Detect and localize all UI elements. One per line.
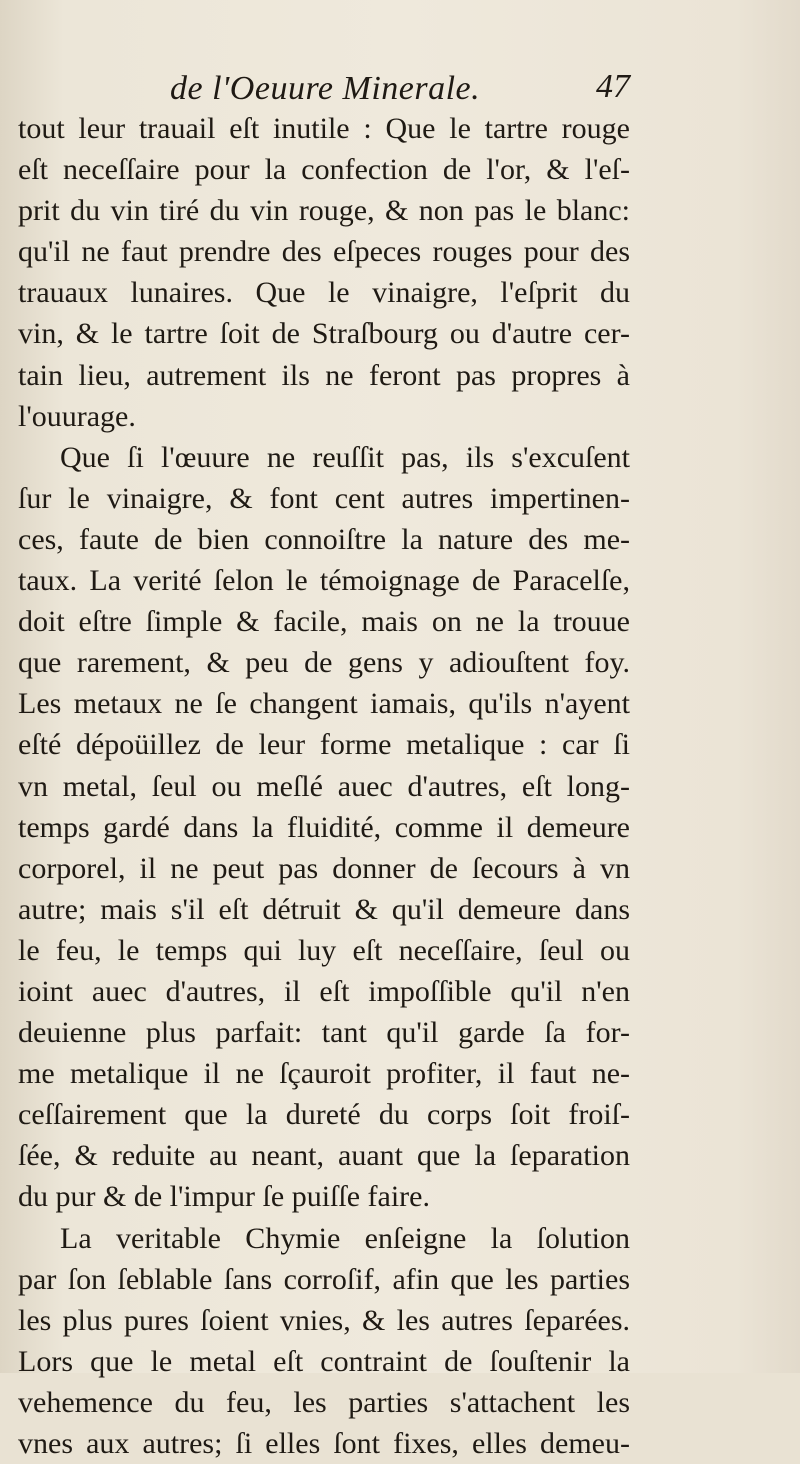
text-line: me metalique il ne ſçauroit profiter, il faut ne- <box>18 1057 630 1091</box>
text-line: deuienne plus parfait: tant qu'il garde ſa for- <box>18 1016 630 1050</box>
text-line: ſée, & reduite au neant, auant que la ſeparation <box>18 1139 630 1173</box>
text-line: taux. La verité ſelon le témoignage de Paracelſe, <box>18 564 630 598</box>
text-line: eſt neceſſaire pour la confection de l'or, & l'eſ- <box>18 153 630 187</box>
text-line: que rarement, & peu de gens y adiouſtent foy. <box>18 646 630 680</box>
page-number: 47 <box>596 68 630 105</box>
text-line: le feu, le temps qui luy eſt neceſſaire, ſeul ou <box>18 933 630 967</box>
page-header <box>160 62 630 112</box>
paragraph-start-line: Que ſi l'œuure ne reuſſit pas, ils s'excuſent <box>60 440 630 474</box>
text-line: l'ouurage. <box>18 399 136 433</box>
text-line: doit eſtre ſimple & facile, mais on ne la trouue <box>18 605 630 639</box>
text-line: vehemence du feu, les parties s'attachent les <box>18 1385 630 1419</box>
text-line: Les metaux ne ſe changent iamais, qu'ils n'ayent <box>18 687 630 721</box>
text-line: Lors que le metal eſt contraint de ſouſtenir la <box>18 1344 630 1378</box>
text-line: prit du vin tiré du vin rouge, & non pas le blanc: <box>18 194 630 228</box>
text-line: les plus pures ſoient vnies, & les autres ſeparées. <box>18 1303 630 1337</box>
text-line: par ſon ſeblable ſans corroſif, afin que les parties <box>18 1262 630 1296</box>
text-line: temps gardé dans la fluidité, comme il demeure <box>18 810 630 844</box>
text-line: corporel, il ne peut pas donner de ſecours à vn <box>18 851 630 885</box>
text-line: du pur & de l'impur ſe puiſſe faire. <box>18 1180 430 1214</box>
body-text <box>18 108 630 1464</box>
text-line: vn metal, ſeul ou meſlé auec d'autres, eſt long- <box>18 769 630 803</box>
text-line: ces, faute de bien connoiſtre la nature des me- <box>18 522 630 556</box>
running-title: de l'Oeuure Minerale. <box>170 70 481 107</box>
paragraph-start-line: La veritable Chymie enſeigne la ſolution <box>60 1221 630 1255</box>
text-line: ioint auec d'autres, il eſt impoſſible qu'il n'en <box>18 974 630 1008</box>
text-line: tain lieu, autrement ils ne feront pas propres à <box>18 358 630 392</box>
text-line: vin, & le tartre ſoit de Straſbourg ou d'autre cer- <box>18 317 630 351</box>
text-line: autre; mais s'il eſt détruit & qu'il demeure dans <box>18 892 630 926</box>
text-line: ceſſairement que la dureté du corps ſoit froiſ- <box>18 1098 630 1132</box>
text-line: qu'il ne faut prendre des eſpeces rouges pour des <box>18 235 630 269</box>
text-line: trauaux lunaires. Que le vinaigre, l'eſprit du <box>18 276 630 310</box>
text-line: tout leur trauail eſt inutile : Que le tartre rouge <box>18 112 630 145</box>
text-line: ſur le vinaigre, & font cent autres impertinen- <box>18 481 630 515</box>
text-line: eſté dépoüillez de leur forme metalique : car ſi <box>18 728 630 762</box>
text-line: vnes aux autres; ſi elles ſont fixes, elles demeu- <box>18 1427 630 1460</box>
